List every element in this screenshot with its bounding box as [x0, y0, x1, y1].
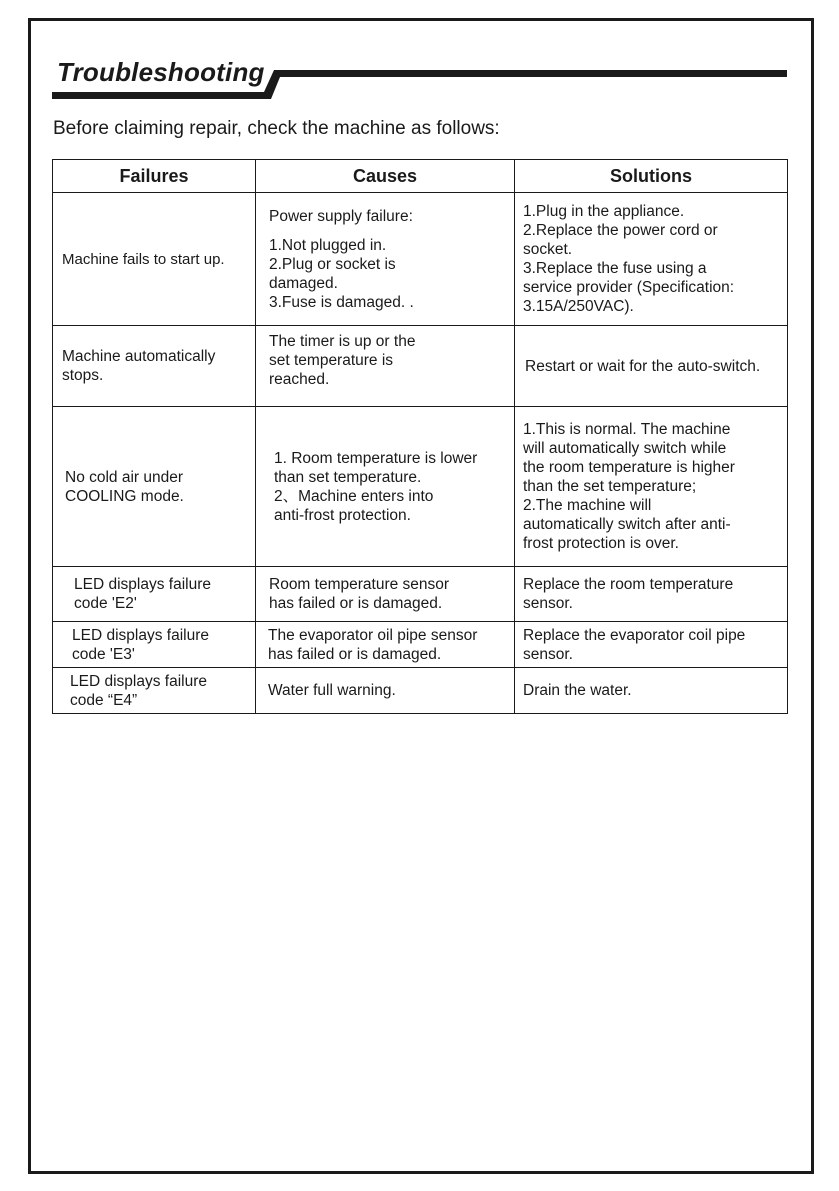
table-row — [53, 668, 788, 714]
failure-cell — [53, 567, 256, 622]
cause-text: The evaporator oil pipe sensor has failed or is damaged. — [268, 626, 478, 663]
table-row — [53, 193, 788, 326]
solution-cell — [515, 668, 788, 714]
solution-text: Drain the water. — [523, 682, 632, 699]
cause-text: 1. Room temperature is lower than set temperature. 2、Machine enters into anti-frost protection. — [274, 449, 478, 524]
failure-cell — [53, 326, 256, 407]
solution-text: Replace the room temperature sensor. — [523, 576, 734, 612]
table-header-row — [53, 160, 788, 193]
header-failures: Failures — [53, 160, 256, 193]
cause-text: 1.Not plugged in. 2.Plug or socket is damaged. 3.Fuse is damaged. . — [269, 236, 414, 311]
cause-text: Room temperature sensor has failed or is damaged. — [269, 576, 450, 612]
failure-cell — [53, 407, 256, 567]
solution-text: 1.Plug in the appliance. 2.Replace the power cord or socket. 3.Replace the fuse using a service provider (Specification: 3.15A/250VAC). — [523, 203, 735, 315]
cause-cell — [256, 622, 515, 668]
failure-text: LED displays failure code 'E3' — [72, 626, 209, 663]
failure-text: LED displays failure code “E4” — [70, 672, 207, 709]
cause-text: Water full warning. — [268, 682, 396, 699]
cause-cell — [256, 193, 515, 326]
intro-text: Before claiming repair, check the machine as follows: — [53, 118, 500, 139]
page-title: Troubleshooting — [57, 57, 265, 87]
cause-cell — [256, 407, 515, 567]
cause-cell — [256, 567, 515, 622]
solution-text: 1.This is normal. The machine will automatically switch while the room temperature is higher than the set temperature; 2.The machine will automatically switch after anti- frost protection is over. — [523, 421, 735, 552]
table-row — [53, 567, 788, 622]
header-solutions: Solutions — [515, 160, 788, 193]
failure-cell — [53, 622, 256, 668]
solution-cell — [515, 193, 788, 326]
failure-text: No cold air under COOLING mode. — [65, 468, 184, 505]
solution-cell — [515, 622, 788, 668]
cause-cell — [256, 326, 515, 407]
solution-text: Replace the evaporator coil pipe sensor. — [523, 626, 746, 663]
solution-cell — [515, 407, 788, 567]
failure-cell — [53, 668, 256, 714]
header-causes: Causes — [256, 160, 515, 193]
table-row — [53, 622, 788, 668]
table-row — [53, 407, 788, 567]
table-row — [53, 326, 788, 407]
failure-text: LED displays failure code 'E2' — [74, 576, 211, 612]
troubleshooting-table — [52, 159, 788, 714]
cause-text: The timer is up or the set temperature is reached. — [269, 333, 416, 388]
solution-cell — [515, 326, 788, 407]
solution-text: Restart or wait for the auto-switch. — [525, 357, 761, 375]
failure-cell — [53, 193, 256, 326]
cause-heading: Power supply failure: — [269, 207, 413, 225]
solution-cell — [515, 567, 788, 622]
failure-text: Machine automatically stops. — [62, 348, 216, 384]
failure-text: Machine fails to start up. — [62, 250, 225, 268]
cause-cell — [256, 668, 515, 714]
